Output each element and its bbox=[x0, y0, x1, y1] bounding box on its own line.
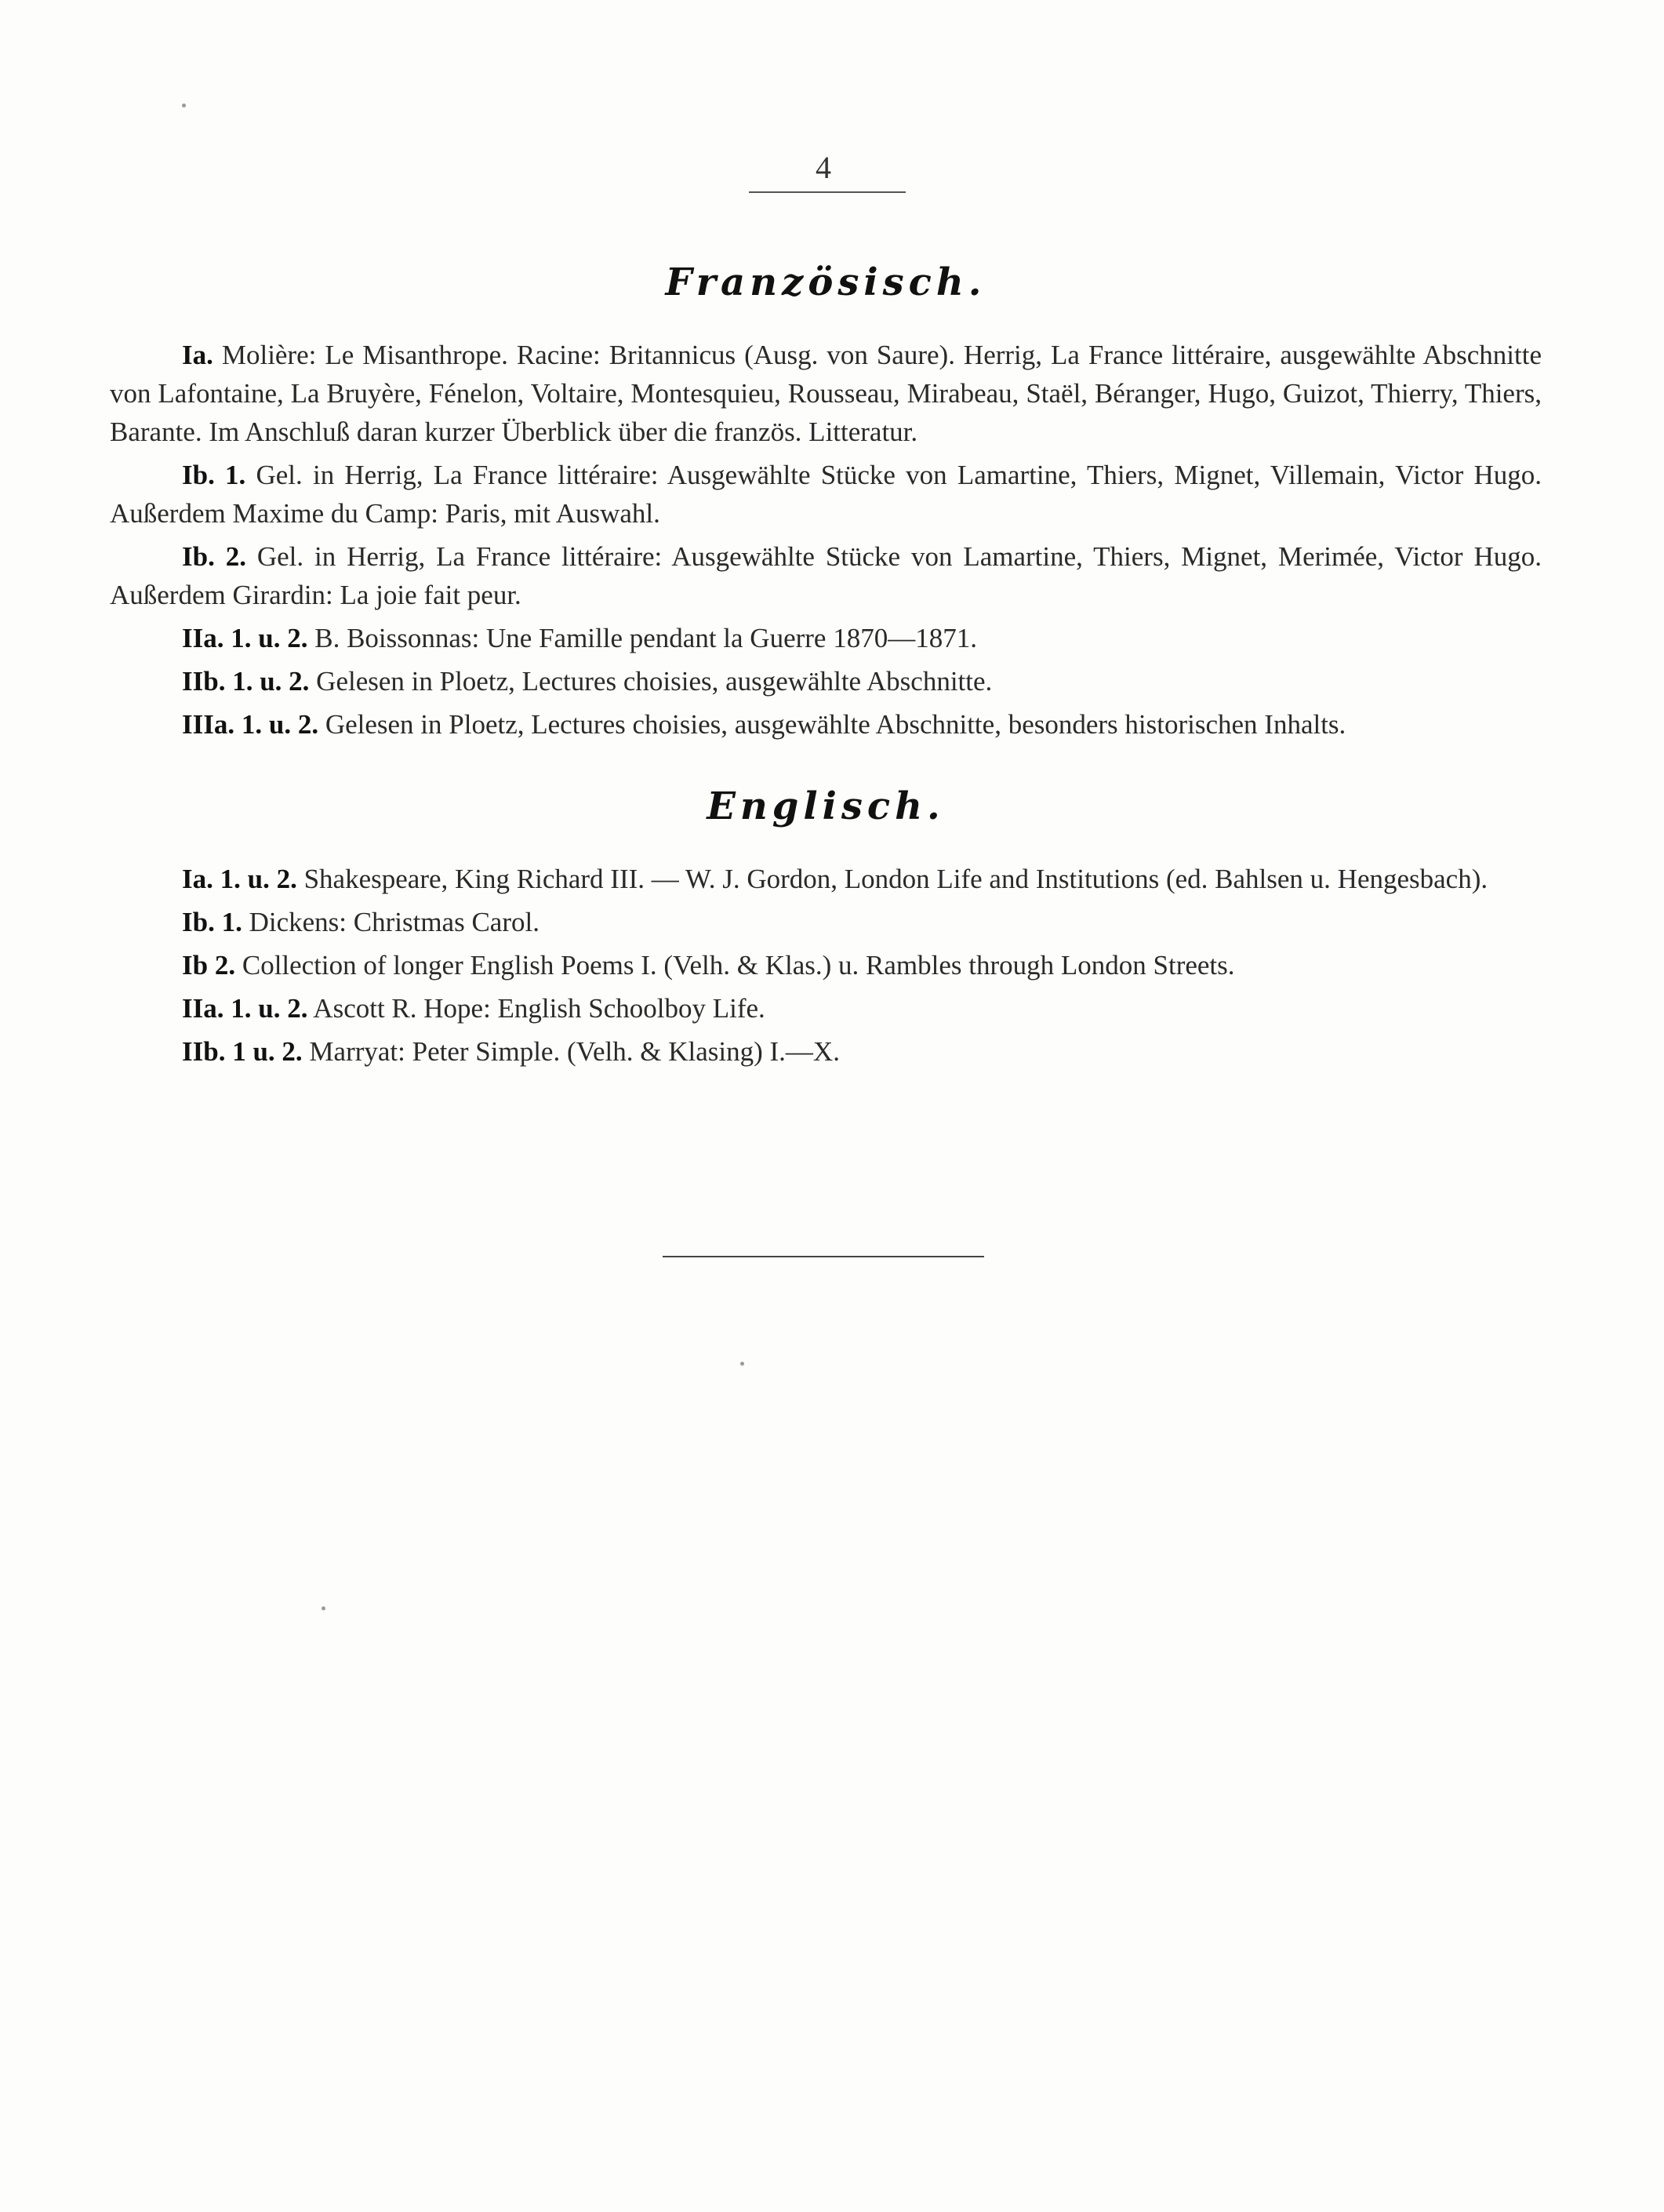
entry-text: B. Boissonnas: Une Famille pendant la Guerre 1870—1871. bbox=[314, 623, 977, 653]
entry-french-iiia bbox=[110, 705, 1542, 744]
entry-french-ib2 bbox=[110, 537, 1542, 614]
entry-text: Shakespeare, King Richard III. — W. J. Gordon, London Life and Institutions (ed. Bahlsen u. Hengesbach). bbox=[303, 864, 1488, 894]
page-content bbox=[110, 251, 1542, 1075]
entry-english-ia bbox=[110, 860, 1542, 898]
section-french bbox=[110, 251, 1542, 744]
section-english bbox=[110, 775, 1542, 1071]
entry-label: Ib 2. bbox=[182, 950, 236, 980]
page-number-rule bbox=[749, 191, 906, 193]
entry-text: Gel. in Herrig, La France littéraire: Ausgewählte Stücke von Lamartine, Thiers, Mignet, Merimée, Victor Hugo. Außerdem Girardin: La joie fait peur. bbox=[110, 541, 1542, 610]
entry-label: IIb. 1 u. 2. bbox=[182, 1036, 303, 1067]
entry-text: Gel. in Herrig, La France littéraire: Ausgewählte Stücke von Lamartine, Thiers, Mignet, Villemain, Victor Hugo. Außerdem Maxime du Camp: Paris, mit Auswahl. bbox=[110, 460, 1542, 529]
page-number: 4 bbox=[816, 150, 831, 185]
entry-label: IIb. 1. u. 2. bbox=[182, 666, 310, 697]
entry-text: Dickens: Christmas Carol. bbox=[249, 907, 540, 937]
entry-label: Ib. 1. bbox=[182, 460, 246, 490]
entry-french-iib bbox=[110, 662, 1542, 700]
paper-speck bbox=[740, 1362, 744, 1366]
closing-rule bbox=[663, 1256, 984, 1257]
entry-french-ib1 bbox=[110, 456, 1542, 533]
entry-english-iib bbox=[110, 1032, 1542, 1071]
entry-english-ib1 bbox=[110, 903, 1542, 941]
paper-speck bbox=[182, 104, 186, 107]
entry-english-iia bbox=[110, 989, 1542, 1028]
entry-label: IIa. 1. u. 2. bbox=[182, 623, 308, 653]
section-title-french: Französisch. bbox=[665, 260, 986, 304]
paper-speck bbox=[322, 1606, 325, 1610]
entry-english-ib2 bbox=[110, 946, 1542, 984]
entry-label: Ib. 1. bbox=[182, 907, 242, 937]
entry-text: Collection of longer English Poems I. (Velh. & Klas.) u. Rambles through London Streets. bbox=[242, 950, 1235, 980]
entry-french-ia bbox=[110, 336, 1542, 451]
section-title-english: Englisch. bbox=[707, 784, 945, 828]
entry-text: Gelesen in Ploetz, Lectures choisies, ausgewählte Abschnitte. bbox=[316, 666, 993, 697]
entry-text: Ascott R. Hope: English Schoolboy Life. bbox=[313, 993, 765, 1024]
entry-text: Gelesen in Ploetz, Lectures choisies, ausgewählte Abschnitte, besonders historischen Inhalts. bbox=[325, 709, 1346, 740]
entry-text: Marryat: Peter Simple. (Velh. & Klasing) I.—X. bbox=[309, 1036, 840, 1067]
entry-label: IIIa. 1. u. 2. bbox=[182, 709, 319, 740]
entry-label: IIa. 1. u. 2. bbox=[182, 993, 308, 1024]
entry-label: Ia. 1. u. 2. bbox=[182, 864, 297, 894]
entry-text: Molière: Le Misanthrope. Racine: Britannicus (Ausg. von Saure). Herrig, La France littéraire, ausgewählte Abschnitte von Lafontaine, La Bruyère, Fénelon, Voltaire, Montesquieu, Rousseau, Mirabeau, Staël, Béranger, Hugo, Guizot, Thierry, Thiers, Barante. Im Anschluß daran kurzer Überblick über die französ. Litteratur. bbox=[110, 340, 1542, 447]
entry-label: Ia. bbox=[182, 340, 213, 370]
entry-french-iia bbox=[110, 619, 1542, 657]
entry-label: Ib. 2. bbox=[182, 541, 246, 572]
